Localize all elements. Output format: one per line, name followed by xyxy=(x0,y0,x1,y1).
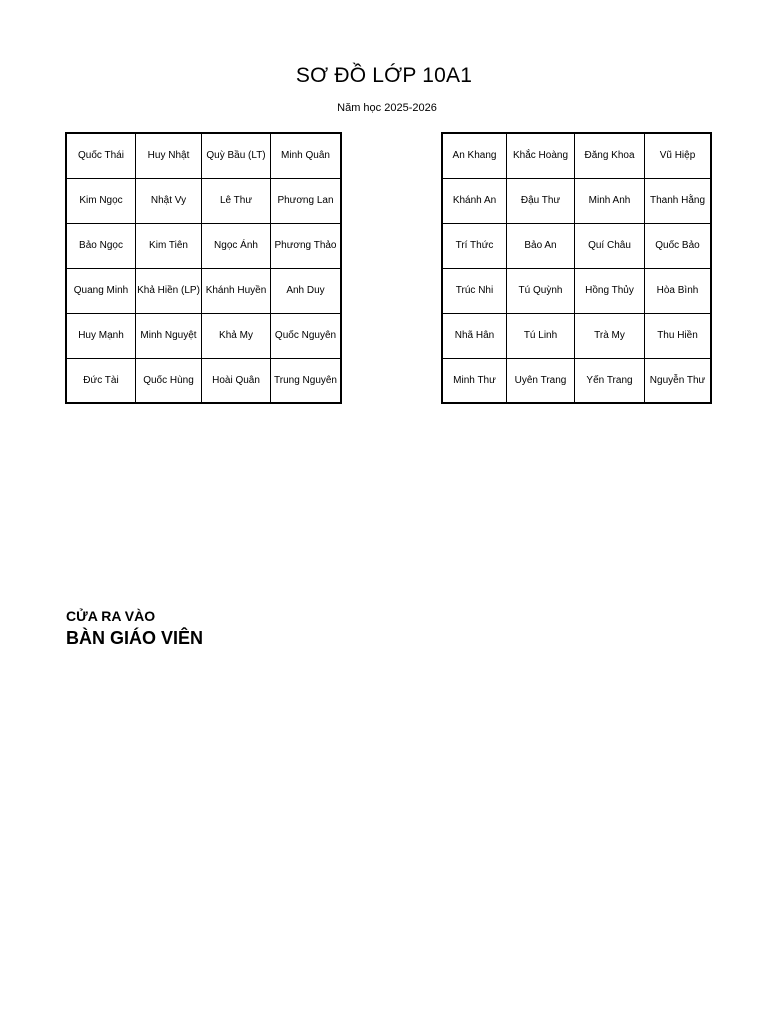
page-title: SƠ ĐỒ LỚP 10A1 xyxy=(295,64,473,87)
seat-cell: Khả Hiền (LP) xyxy=(136,268,202,313)
seat-cell: Vũ Hiệp xyxy=(645,133,712,178)
teacher-desk-label: BÀN GIÁO VIÊN xyxy=(66,628,204,648)
seat-cell: Anh Duy xyxy=(271,268,342,313)
table-row xyxy=(442,178,711,223)
left-seating-block xyxy=(65,132,342,404)
seat-cell: Yến Trang xyxy=(575,358,645,403)
seat-cell: Minh Anh xyxy=(575,178,645,223)
seat-cell: Hồng Thủy xyxy=(575,268,645,313)
seat-cell: Huy Mạnh xyxy=(66,313,136,358)
seat-cell: Hoài Quân xyxy=(202,358,271,403)
seat-cell: Bảo An xyxy=(507,223,575,268)
school-year-subtitle: Năm học 2025-2026 xyxy=(337,102,437,114)
seat-cell: Quốc Hùng xyxy=(136,358,202,403)
seat-cell: Quốc Bảo xyxy=(645,223,712,268)
table-row xyxy=(442,358,711,403)
seat-cell: Nhã Hân xyxy=(442,313,507,358)
table-row xyxy=(66,223,341,268)
seat-cell: Kim Tiên xyxy=(136,223,202,268)
seat-cell: Quang Minh xyxy=(66,268,136,313)
seat-cell: Thanh Hằng xyxy=(645,178,712,223)
seat-cell: Quốc Thái xyxy=(66,133,136,178)
seat-cell: Hòa Bình xyxy=(645,268,712,313)
seat-cell: Phương Lan xyxy=(271,178,342,223)
table-row xyxy=(442,268,711,313)
seat-cell: Khánh Huyền xyxy=(202,268,271,313)
table-row xyxy=(66,178,341,223)
seat-cell: Đức Tài xyxy=(66,358,136,403)
seat-cell: Bảo Ngọc xyxy=(66,223,136,268)
table-row xyxy=(442,313,711,358)
right-seating-block xyxy=(441,132,712,404)
seat-cell: Quí Châu xyxy=(575,223,645,268)
seat-cell: Uyên Trang xyxy=(507,358,575,403)
table-row xyxy=(66,133,341,178)
seat-cell: Đậu Thư xyxy=(507,178,575,223)
seat-cell: Khánh An xyxy=(442,178,507,223)
seat-cell: Huy Nhật xyxy=(136,133,202,178)
seat-cell: Trung Nguyên xyxy=(271,358,342,403)
seat-cell: Nguyễn Thư xyxy=(645,358,712,403)
seat-cell: Khắc Hoàng xyxy=(507,133,575,178)
seat-cell: Minh Quân xyxy=(271,133,342,178)
seat-cell: Minh Nguyệt xyxy=(136,313,202,358)
seat-cell: Trí Thức xyxy=(442,223,507,268)
seat-cell: An Khang xyxy=(442,133,507,178)
seat-cell: Tú Linh xyxy=(507,313,575,358)
seat-cell: Trúc Nhi xyxy=(442,268,507,313)
seat-cell: Kim Ngọc xyxy=(66,178,136,223)
table-row xyxy=(66,313,341,358)
seat-cell: Phương Thảo xyxy=(271,223,342,268)
seat-cell: Minh Thư xyxy=(442,358,507,403)
seat-cell: Quốc Nguyên xyxy=(271,313,342,358)
table-row xyxy=(66,358,341,403)
seat-cell: Ngọc Ánh xyxy=(202,223,271,268)
seat-cell: Tú Quỳnh xyxy=(507,268,575,313)
seat-cell: Lê Thư xyxy=(202,178,271,223)
door-label: CỬA RA VÀO xyxy=(66,608,156,624)
seat-cell: Đăng Khoa xyxy=(575,133,645,178)
seat-cell: Quỳ Bầu (LT) xyxy=(202,133,271,178)
table-row xyxy=(66,268,341,313)
seat-cell: Nhật Vy xyxy=(136,178,202,223)
table-row xyxy=(442,133,711,178)
seat-cell: Thu Hiền xyxy=(645,313,712,358)
seat-cell: Trà My xyxy=(575,313,645,358)
table-row xyxy=(442,223,711,268)
seat-cell: Khả My xyxy=(202,313,271,358)
